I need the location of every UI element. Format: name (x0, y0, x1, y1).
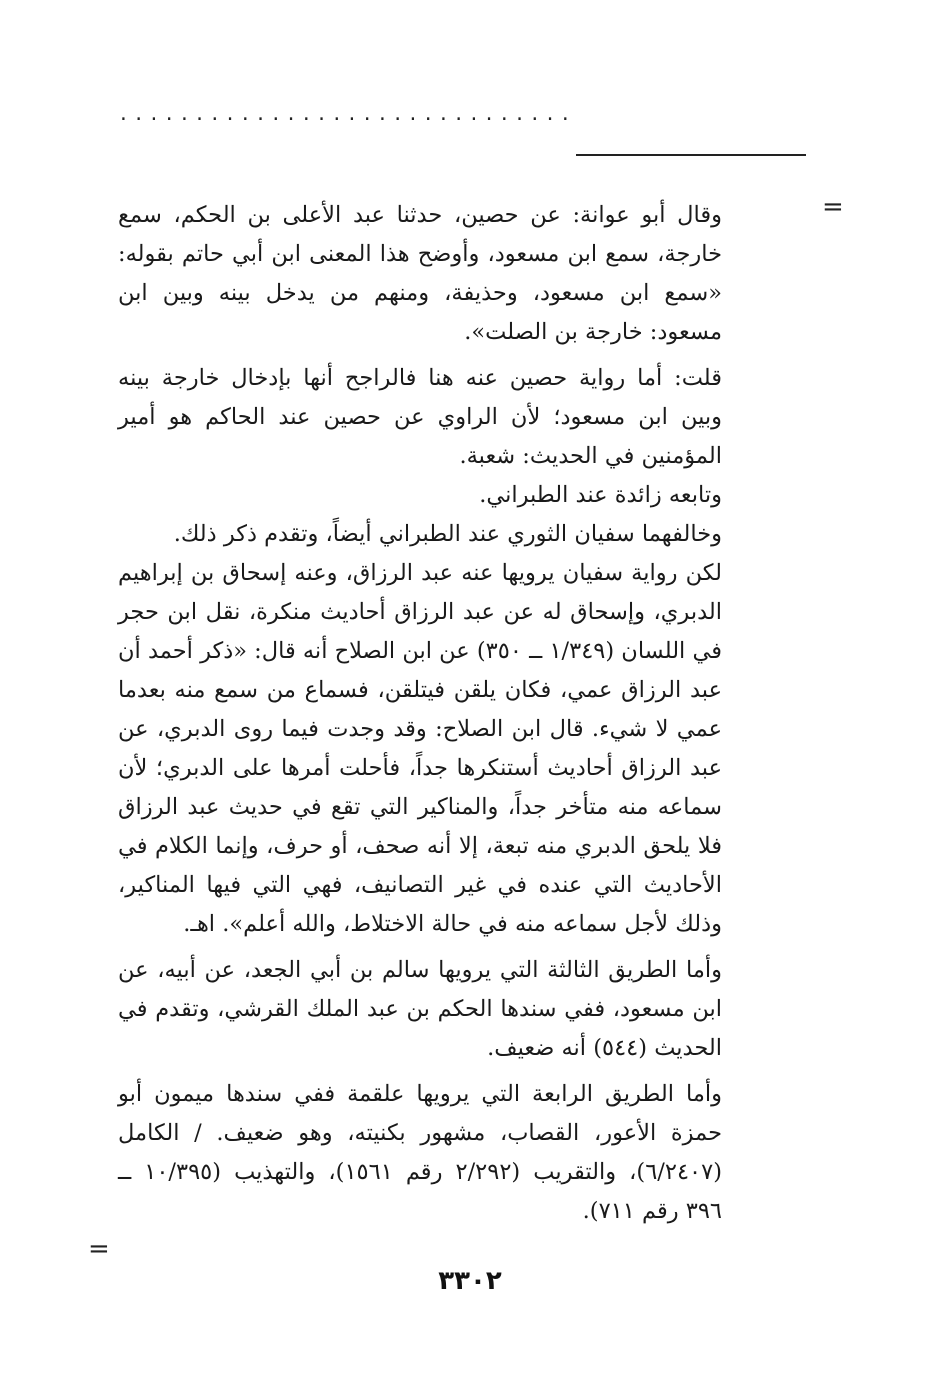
header-rule (576, 154, 806, 156)
page-number: ٣٣٠٢ (438, 1266, 502, 1296)
paragraph-3: وتابعه زائدة عند الطبراني. (479, 482, 722, 508)
page-body (118, 196, 722, 1238)
paragraph-2: قلت: أما رواية حصين عنه هنا فالراجح أنها بإدخال خارجة بينه وبين ابن مسعود؛ لأن الراوي عن حصين عند الحاكم هو أمير المؤمنين في الحديث: شعبة. (118, 365, 722, 469)
paragraph-5: لكن رواية سفيان يرويها عنه عبد الرزاق، وعنه إسحاق بن إبراهيم الدبري، وإسحاق له عن عبد الرزاق أحاديث منكرة، نقل ابن حجر في اللسان (١/٣٤٩ ــ ٣٥٠) عن ابن الصلاح أنه قال: «ذكر أحمد أن عبد الرزاق عمي، فكان يلقن فيتلقن، فسماع من سمع منه بعدما عمي لا شيء. قال ابن الصلاح: وقد وجدت فيما روى الدبري، عن عبد الرزاق أحاديث أستنكرها جداً، فأحلت أمرها على الدبري؛ لأن سماعه منه متأخر جداً، والمناكير التي تقع في حديث عبد الرزاق فلا يلحق الدبري منه تبعة، إلا أنه صحف، أو حرف، وإنما الكلام في الأحاديث التي عنده في غير التصانيف، فهي التي فيها المناكير، وذلك لأجل سماعه منه في حالة الاختلاط، والله أعلم». اهـ. (118, 560, 722, 937)
margin-mark-top: = (822, 192, 844, 222)
dotted-separator: .............................. (118, 104, 576, 124)
paragraph-1: وقال أبو عوانة: عن حصين، حدثنا عبد الأعلى بن الحكم، سمع خارجة، سمع ابن مسعود، وأوضح هذا المعنى ابن أبي حاتم بقوله: «سمع ابن مسعود، وحذيفة، ومنهم من يدخل بينه وبين ابن مسعود: خارجة بن الصلت». (118, 202, 722, 345)
paragraph-4: وخالفهما سفيان الثوري عند الطبراني أيضاً، وتقدم ذكر ذلك. (173, 521, 722, 547)
paragraph-7: وأما الطريق الرابعة التي يرويها علقمة ففي سندها ميمون أبو حمزة الأعور، القصاب، مشهور بكنيته، وهو ضعيف. / الكامل (٦/٢٤٠٧)، والتقريب (٢/٢٩٢ رقم ١٥٦١)، والتهذيب (١٠/٣٩٥ ــ ٣٩٦ رقم ٧١١). (118, 1081, 723, 1224)
paragraph-6: وأما الطريق الثالثة التي يرويها سالم بن أبي الجعد، عن أبيه، عن ابن مسعود، ففي سندها الحكم بن عبد الملك القرشي، وتقدم في الحديث (٥٤٤) أنه ضعيف. (118, 957, 722, 1061)
margin-mark-bottom: = (88, 1234, 110, 1264)
